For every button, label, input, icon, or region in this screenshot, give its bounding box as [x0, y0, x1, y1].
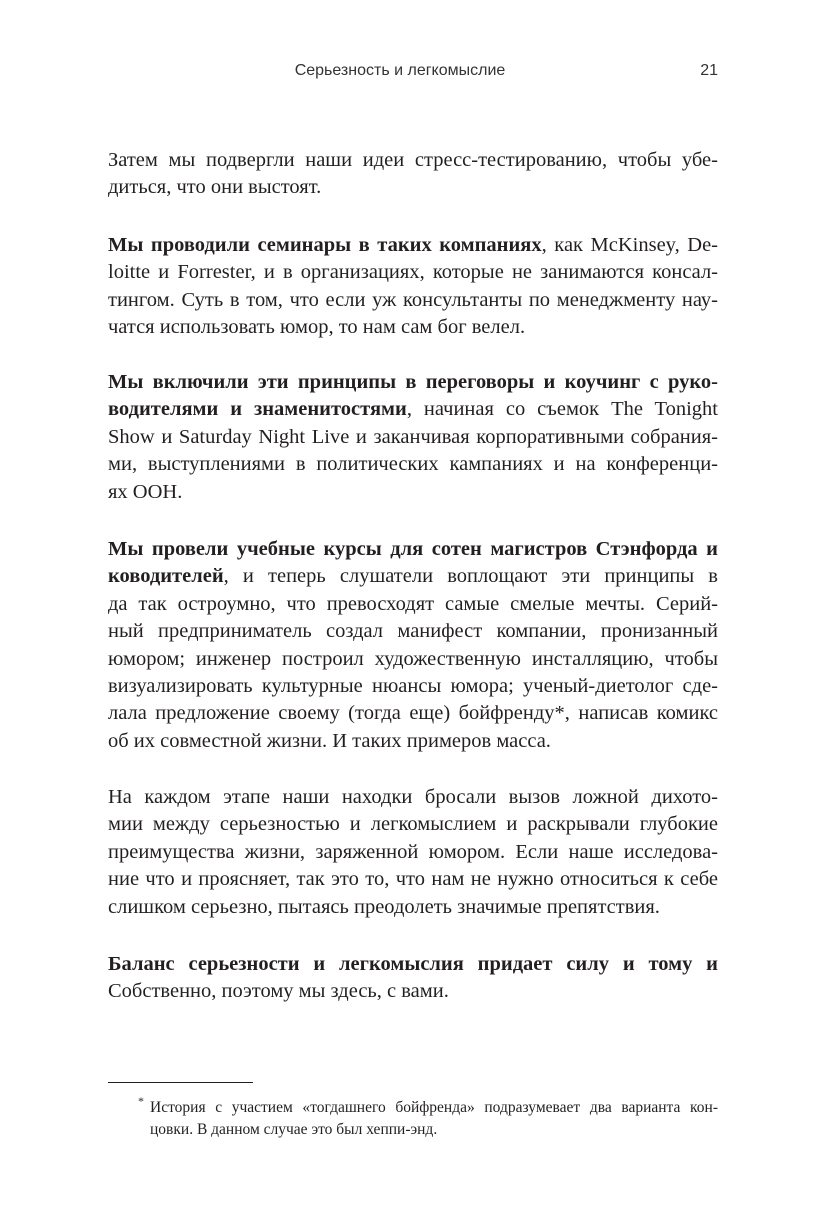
text-line [108, 258, 718, 286]
text: Собственно, поэтому мы здесь, с вами. [108, 980, 449, 1002]
text-line [108, 727, 718, 755]
text: лала предложение своему (тогда еще) бойфренду*, написав комикс [108, 702, 718, 724]
text-line [108, 838, 718, 866]
text: преимущества жизни, заряженной юмором. Если наше исследова- [108, 841, 718, 863]
bold-text: Баланс серьезности и легкомыслия придает силу и тому и [108, 953, 718, 975]
footnote-marker: * [138, 1094, 144, 1108]
text-line [108, 617, 718, 645]
text: ях ООН. [108, 481, 183, 503]
text: loitte и Forrester, и в организациях, которые не занимаются консал- [108, 261, 718, 283]
text: , начиная со съемок The Tonight [406, 398, 718, 420]
text-line [108, 645, 718, 673]
text: Затем мы подвергли наши идеи стресс-тестированию, чтобы убе- [108, 149, 718, 171]
bold-text: ководителей [108, 565, 224, 587]
text-line [108, 672, 718, 700]
text-line [108, 699, 718, 727]
text-line [108, 590, 718, 618]
text-line [108, 865, 718, 893]
bold-text: Мы проводили семинары в таких компаниях [108, 234, 542, 256]
bold-text: водителями и знаменитостями [108, 398, 407, 420]
text-line [108, 368, 718, 396]
text-line [108, 313, 718, 341]
text-line [108, 893, 718, 921]
text-line [108, 286, 718, 314]
bold-text: Мы провели учебные курсы для сотен магистров Стэнфорда и [108, 538, 718, 560]
text-line [108, 478, 718, 506]
text: юмором; инженер построил художественную инсталляцию, чтобы [108, 648, 718, 670]
text-line [108, 423, 718, 451]
text: ми, выступлениями в политических кампаниях и на конференци- [108, 453, 718, 475]
text: На каждом этапе наши находки бросали вызов ложной дихото- [108, 786, 718, 808]
text-line [108, 535, 718, 563]
bold-text: Мы включили эти принципы в переговоры и коучинг с руко- [108, 371, 718, 393]
text-line [108, 146, 718, 174]
text: тингом. Суть в том, что если уж консультанты по менеджменту нау- [108, 289, 718, 311]
text: диться, что они выстоят. [108, 176, 322, 198]
text: да так остроумно, что превосходят самые смелые мечты. Серий- [108, 593, 718, 615]
text-line [108, 450, 718, 478]
text-line [108, 977, 718, 1005]
running-header-title: Серьезность и легкомыслие [294, 62, 506, 79]
text: мии между серьезностью и легкомыслием и раскрывали глубокие [108, 813, 718, 835]
text: визуализировать культурные нюансы юмора; ученый-диетолог сде- [108, 675, 718, 697]
text-line [108, 562, 718, 590]
text: слишком серьезно, пытаясь преодолеть значимые препятствия. [108, 896, 660, 918]
text-line [108, 173, 718, 201]
footnote-divider [108, 1082, 253, 1083]
text: , как McKinsey, De- [541, 234, 718, 256]
text: ние что и проясняет, так это то, что нам не нужно относиться к себе [108, 868, 718, 890]
text-line [108, 231, 718, 259]
text: Show и Saturday Night Live и заканчивая корпоративными собрания- [108, 426, 718, 448]
text-line [108, 783, 718, 811]
text: ный предприниматель создал манифест компании, пронизанный [108, 620, 718, 642]
footnote-line: цовки. В данном случае это был хеппи-энд. [150, 1121, 438, 1138]
text-line [108, 810, 718, 838]
footnote-line: История с участием «тогдашнего бойфренда» подразумевает два варианта кон- [150, 1099, 718, 1116]
text: , и теперь слушатели воплощают эти принципы в [223, 565, 718, 587]
text-line [108, 950, 718, 978]
text-line [108, 395, 718, 423]
page-number: 21 [700, 62, 718, 79]
text: чатся использовать юмор, то нам сам бог велел. [108, 316, 526, 338]
text: об их совместной жизни. И таких примеров масса. [108, 730, 551, 752]
